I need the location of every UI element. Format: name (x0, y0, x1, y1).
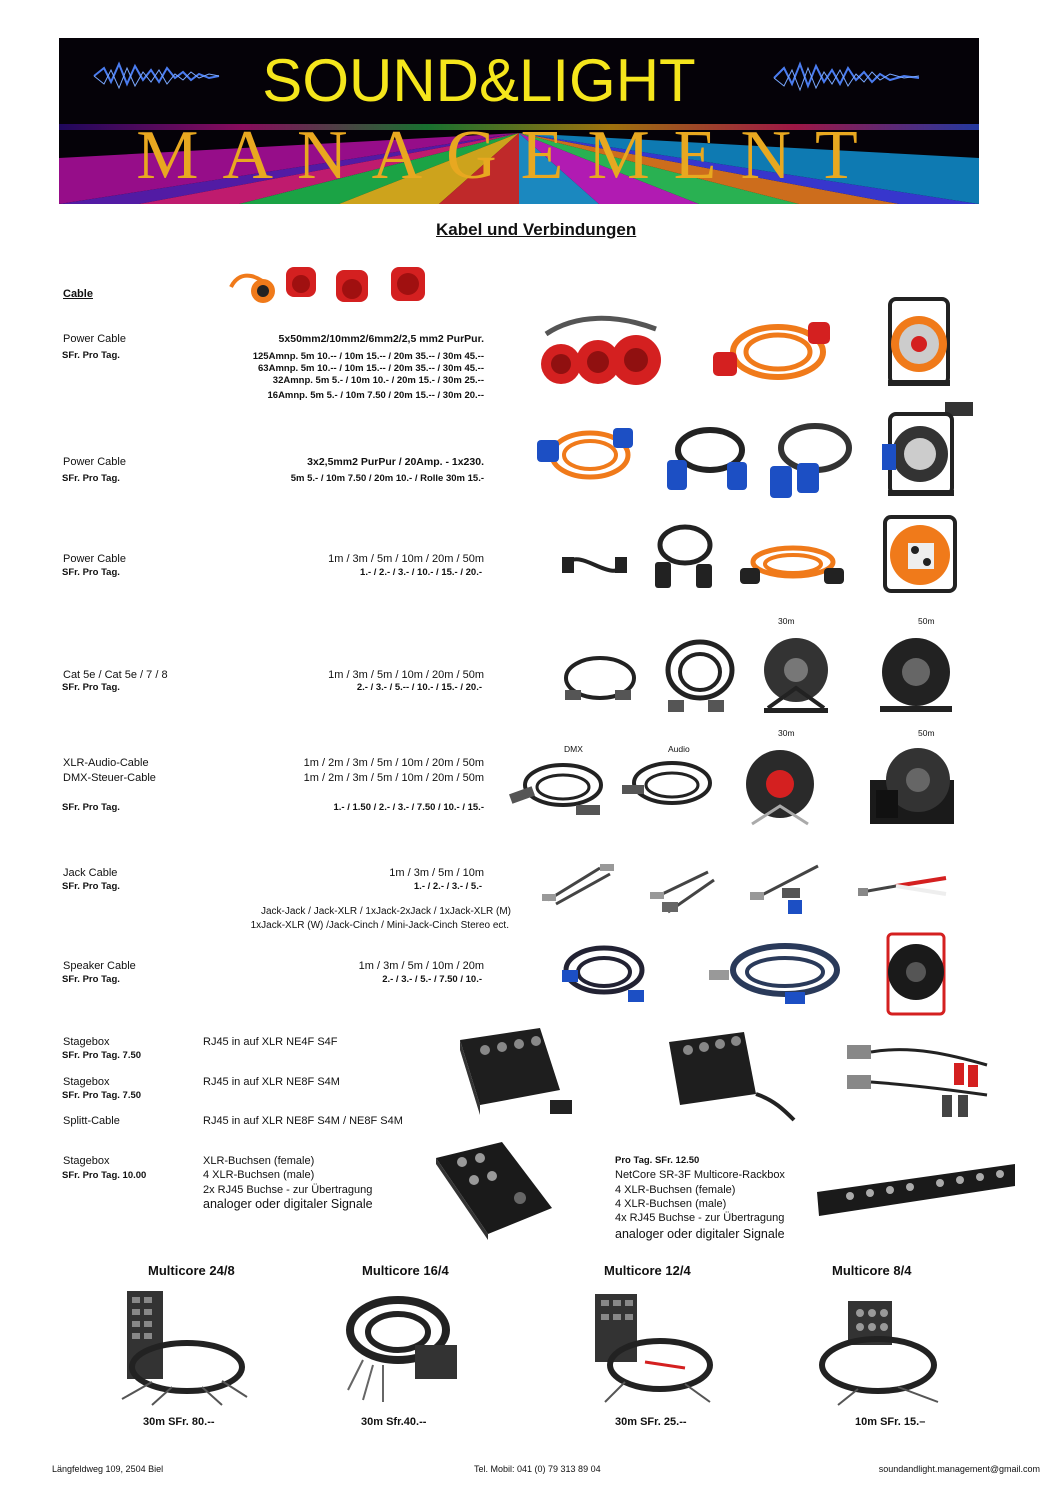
xlr-name-dmx: DMX-Steuer-Cable (63, 772, 156, 784)
stagebox3-price: SFr. Pro Tag. 10.00 (62, 1170, 147, 1181)
speaker-price-label: SFr. Pro Tag. (62, 974, 120, 985)
xlr-cap-30m: 30m (778, 728, 795, 738)
xlr-reel-30m-photo (742, 742, 818, 830)
cat-cap-30m: 30m (778, 616, 795, 626)
stagebox-4xlr-photo (432, 1138, 557, 1243)
multicore-price-12-4: 30m SFr. 25.-- (615, 1416, 687, 1428)
cat-cap-50m: 50m (918, 616, 935, 626)
stagebox2-name: Stagebox (63, 1076, 110, 1088)
power1-line2: 63Amnp. 5m 10.-- / 10m 15.-- / 20m 35.-- / 30m 45.-- (258, 363, 484, 374)
splitt-cable-photo (842, 1035, 992, 1125)
black-cee-cable-2-photo (765, 418, 855, 503)
iec-cable-photo (560, 545, 630, 585)
xlr-price-label: SFr. Pro Tag. (62, 802, 120, 813)
cat-sizes: 1m / 3m / 5m / 10m / 20m / 50m (328, 669, 484, 681)
xlr-cap-dmx: DMX (564, 744, 583, 754)
orange-extension-photo (738, 540, 848, 590)
jack-xlr-cable-photo (648, 862, 728, 917)
power1-line1: 125Amnp. 5m 10.-- / 10m 15.-- / 20m 35.-- / 30m 45.-- (252, 351, 484, 362)
blue-cee-orange-cable-photo (535, 420, 635, 490)
jack-cinch-cable-photo (856, 868, 951, 903)
multicore-price-16-4: 30m Sfr.40.-- (361, 1416, 427, 1428)
jack-price-label: SFr. Pro Tag. (62, 881, 120, 892)
rackbox-line5: analoger oder digitaler Signale (615, 1227, 785, 1241)
stagebox-ne8f-photo (664, 1030, 799, 1125)
jack-desc-1: Jack-Jack / Jack-XLR / 1xJack-2xJack / 1xJack-XLR (M) (260, 906, 511, 917)
power1-line4: 16Amnp. 5m 5.- / 10m 7.50 / 20m 15.-- / 30m 20.-- (267, 390, 484, 401)
multicore-16-4-photo (343, 1290, 463, 1405)
xlr-prices: 1.- / 1.50 / 2.- / 3.- / 7.50 / 10.- / 15.- (333, 802, 484, 813)
orange-cable-reel-photo (880, 515, 960, 595)
jack-sizes: 1m / 3m / 5m / 10m (389, 867, 484, 879)
section-heading: Cable (63, 288, 93, 300)
stagebox2-price: SFr. Pro Tag. 7.50 (62, 1090, 142, 1101)
multicore-title-24-8: Multicore 24/8 (148, 1263, 235, 1278)
cat-cable-2-photo (660, 632, 740, 722)
stagebox-ne4f-photo (450, 1020, 575, 1125)
multicore-title-12-4: Multicore 12/4 (604, 1263, 691, 1278)
banner-subtitle: MANAGEMENT (136, 117, 882, 194)
xlr-sizes-dmx: 1m / 2m / 3m / 5m / 10m / 20m / 50m (303, 772, 484, 784)
rackbox-photo (815, 1162, 1020, 1222)
jack-name: Jack Cable (63, 867, 118, 879)
cat-name: Cat 5e / Cat 5e / 7 / 8 (63, 669, 168, 681)
xlr-cap-50m: 50m (918, 728, 935, 738)
jack-jack-cable-photo (540, 860, 620, 910)
orange-cee-cable-photo (708, 312, 838, 392)
black-cee-cable-photo (665, 420, 750, 495)
dmx-cable-photo (508, 755, 608, 825)
stagebox1-price: SFr. Pro Tag. 7.50 (62, 1050, 142, 1061)
stagebox2-desc: RJ45 in auf XLR NE8F S4M (203, 1076, 340, 1088)
speaker-sizes: 1m / 3m / 5m / 10m / 20m (358, 960, 484, 972)
schuko-extension-photo (650, 520, 720, 595)
audio-xlr-cable-photo (620, 755, 715, 815)
splitt-name: Splitt-Cable (63, 1115, 120, 1127)
footer-email[interactable]: soundandlight.management@gmail.com (878, 1464, 1040, 1474)
jack-prices: 1.- / 2.- / 3.- / 5.- (413, 881, 482, 892)
footer-phone: Tel. Mobil: 041 (0) 79 313 89 04 (474, 1464, 601, 1474)
power3-prices: 1.- / 2.- / 3.- / 10.- / 15.- / 20.- (360, 567, 482, 578)
multicore-24-8-photo (112, 1287, 252, 1407)
speaker-prices: 2.- / 3.- / 5.- / 7.50 / 10.- (382, 974, 482, 985)
multicore-8-4-photo (818, 1297, 953, 1409)
power3-name: Power Cable (63, 553, 126, 565)
power1-line3: 32Amnp. 5m 5.- / 10m 10.- / 20m 15.- / 30m 25.-- (272, 375, 484, 386)
power2-name: Power Cable (63, 456, 126, 468)
stagebox3-line4: analoger oder digitaler Signale (203, 1197, 373, 1211)
page-title: Kabel und Verbindungen (436, 220, 637, 239)
splitt-desc: RJ45 in auf XLR NE8F S4M / NE8F S4M (203, 1115, 403, 1127)
stagebox3-line3: 2x RJ45 Buchse - zur Übertragung (203, 1184, 373, 1196)
rackbox-line4: 4x RJ45 Buchse - zur Übertragung (615, 1212, 785, 1224)
banner (59, 38, 979, 204)
cee-cable-reel-photo (885, 294, 955, 389)
footer-address: Längfeldweg 109, 2504 Biel (52, 1464, 164, 1474)
cat-cable-photo (560, 650, 640, 710)
speaker-name: Speaker Cable (63, 960, 136, 972)
stagebox1-name: Stagebox (63, 1036, 110, 1048)
xlr-reel-50m-photo (870, 740, 956, 828)
power1-name: Power Cable (63, 333, 126, 345)
cat-prices: 2.- / 3.- / 5.-- / 10.- / 15.- / 20.- (356, 682, 482, 693)
multicore-title-8-4: Multicore 8/4 (832, 1263, 912, 1278)
stagebox1-desc: RJ45 in auf XLR NE4F S4F (203, 1036, 338, 1048)
power1-spec: 5x50mm2/10mm2/6mm2/2,5 mm2 PurPur. (278, 333, 484, 345)
banner-graphic (59, 38, 979, 204)
jack-desc-2: 1xJack-XLR (W) /Jack-Cinch / Mini-Jack-Cinch Stereo ect. (250, 920, 509, 931)
blue-cable-reel-photo (880, 402, 975, 497)
speaker-reel-photo (884, 930, 950, 1020)
speakon-cable-photo (556, 940, 651, 1010)
multicore-12-4-photo (585, 1290, 720, 1408)
banner-title: SOUND&LIGHT (262, 47, 696, 114)
cat-reel-30m-photo (760, 628, 832, 718)
plug-icons (226, 262, 436, 322)
multicore-price-24-8: 30m SFr. 80.-- (143, 1416, 215, 1428)
multicore-price-8-4: 10m SFr. 15.– (855, 1416, 926, 1428)
power1-price-label: SFr. Pro Tag. (62, 350, 120, 361)
cat-price-label: SFr. Pro Tag. (62, 682, 120, 693)
power2-price-label: SFr. Pro Tag. (62, 473, 120, 484)
power2-prices: 5m 5.- / 10m 7.50 / 20m 10.- / Rolle 30m 15.- (290, 473, 484, 484)
multicore-title-16-4: Multicore 16/4 (362, 1263, 449, 1278)
xlr-cap-audio: Audio (668, 744, 690, 754)
stagebox3-line2: 4 XLR-Buchsen (male) (203, 1169, 315, 1181)
rackbox-line1: NetCore SR-3F Multicore-Rackbox (615, 1169, 785, 1181)
hybrid-cable-photo (705, 940, 845, 1015)
power2-spec: 3x2,5mm2 PurPur / 20Amp. - 1x230. (307, 456, 484, 468)
cee-plugs-photo (536, 314, 666, 394)
rackbox-line3: 4 XLR-Buchsen (male) (615, 1198, 727, 1210)
power3-sizes: 1m / 3m / 5m / 10m / 20m / 50m (328, 553, 484, 565)
power3-price-label: SFr. Pro Tag. (62, 567, 120, 578)
xlr-sizes-audio: 1m / 2m / 3m / 5m / 10m / 20m / 50m (303, 757, 484, 769)
rackbox-line2: 4 XLR-Buchsen (female) (615, 1184, 736, 1196)
jack-2xjack-cable-photo (748, 858, 828, 918)
stagebox3-line1: XLR-Buchsen (female) (203, 1155, 315, 1167)
stagebox3-name: Stagebox (63, 1155, 110, 1167)
rackbox-price: Pro Tag. SFr. 12.50 (615, 1155, 700, 1166)
xlr-name-audio: XLR-Audio-Cable (63, 757, 149, 769)
cat-reel-50m-photo (878, 630, 958, 715)
